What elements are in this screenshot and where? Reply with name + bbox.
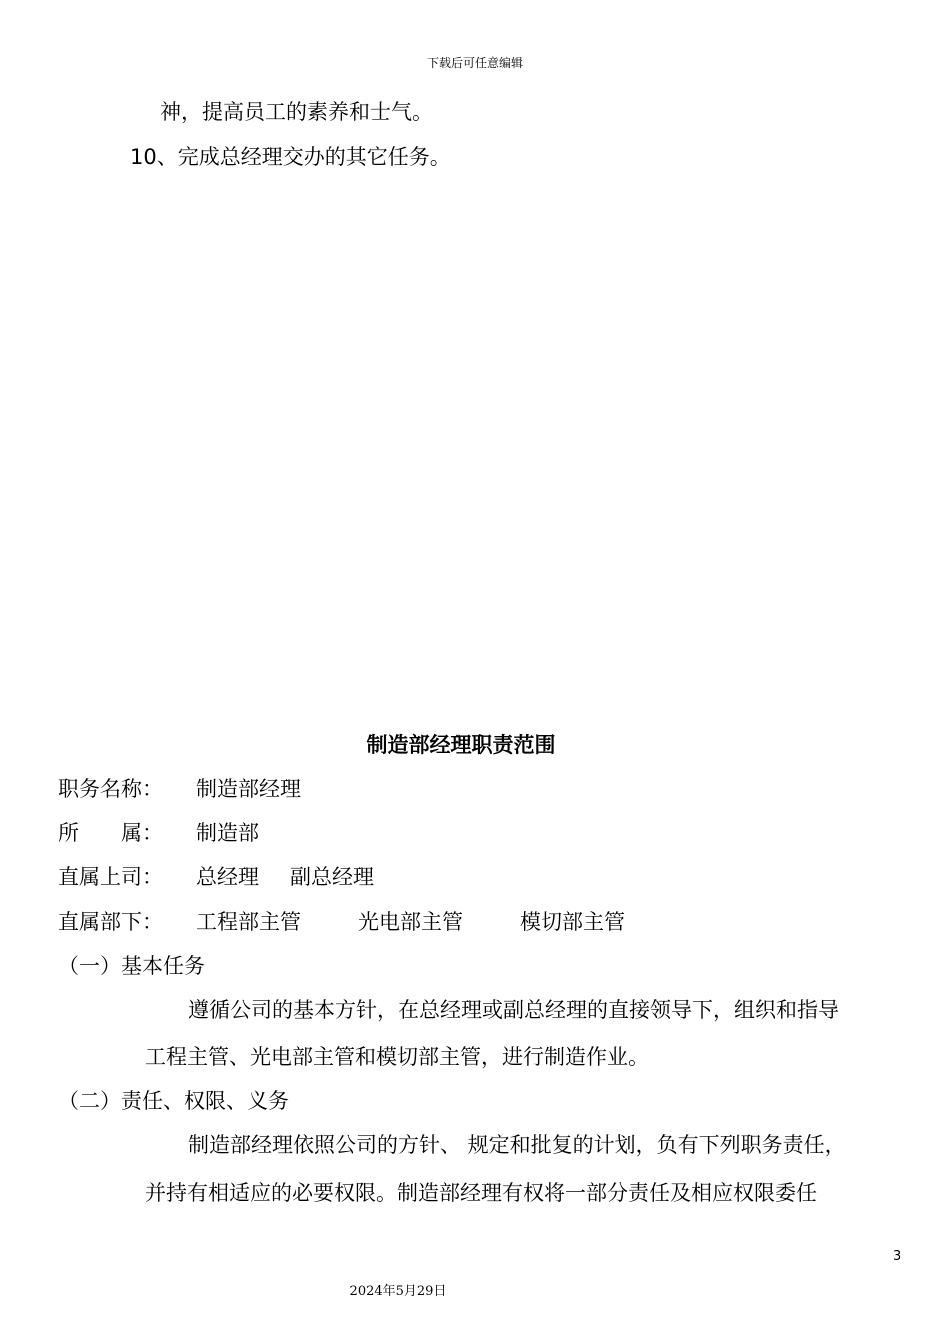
position-value: 制造部经理 <box>196 777 301 801</box>
intro-line-2: 10、完成总经理交办的其它任务。 <box>130 145 451 169</box>
belongs-label: 所 属： <box>58 821 163 845</box>
superior-value-1: 总经理 <box>196 865 259 889</box>
section-1-paragraph-line-2: 工程主管、光电部主管和模切部主管，进行制造作业。 <box>145 1045 649 1069</box>
superior-value-2: 副总经理 <box>290 865 374 889</box>
page-number: 3 <box>893 1249 902 1264</box>
document-title: 制造部经理职责范围 <box>366 733 556 757</box>
section-1-heading: （一）基本任务 <box>58 954 205 978</box>
footer-date: 2024年5月29日 <box>349 1284 447 1299</box>
intro-line-1: 神，提高员工的素养和士气。 <box>160 100 433 124</box>
subordinate-item: 工程部主管 <box>196 910 301 934</box>
subordinate-item: 光电部主管 <box>358 910 463 934</box>
section-2-heading: （二）责任、权限、义务 <box>58 1089 289 1113</box>
section-2-paragraph-line-2: 并持有相适应的必要权限。制造部经理有权将一部分责任及相应权限委任 <box>145 1181 817 1205</box>
position-label: 职务名称： <box>58 777 163 801</box>
belongs-value: 制造部 <box>196 821 259 845</box>
superior-label: 直属上司： <box>58 865 163 889</box>
section-2-paragraph-line-1: 制造部经理依照公司的方针、 规定和批复的计划，负有下列职务责任， <box>188 1133 846 1157</box>
subordinates-label: 直属部下： <box>58 910 163 934</box>
header-note: 下载后可任意编辑 <box>426 56 523 70</box>
section-1-paragraph-line-1: 遵循公司的基本方针，在总经理或副总经理的直接领导下，组织和指导 <box>188 998 839 1022</box>
subordinate-item: 模切部主管 <box>520 910 625 934</box>
